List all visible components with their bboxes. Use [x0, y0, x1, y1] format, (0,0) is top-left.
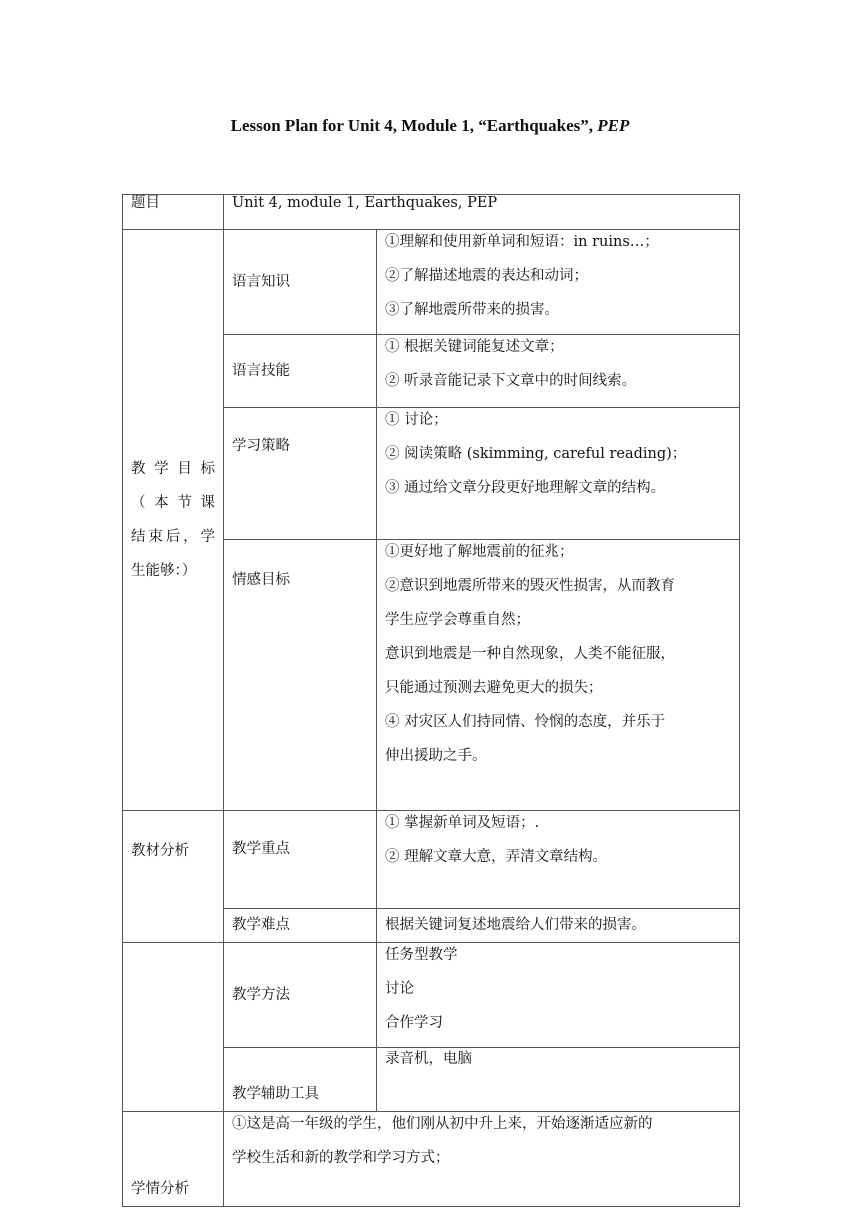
objective-label-emotion: 情感目标 [224, 540, 377, 811]
objective-line: ④ 对灾区人们持同情、怜悯的态度，并乐于 [385, 714, 666, 730]
material-row-key [123, 811, 740, 909]
topic-row [123, 195, 740, 230]
objective-content-skills [377, 335, 740, 408]
objectives-label-line: （本节课 [131, 495, 215, 511]
objectives-label [123, 230, 224, 811]
objective-line: ① 讨论； [385, 412, 448, 428]
key-point-line: ① 掌握新单词及短语；. [385, 815, 540, 831]
difficult-points-label: 教学难点 [224, 909, 377, 943]
objective-label-knowledge: 语言知识 [224, 230, 377, 335]
tools-label: 教学辅助工具 [224, 1048, 377, 1112]
key-point-line: ② 理解文章大意，弄清文章结构。 [385, 849, 608, 865]
objective-label-skills: 语言技能 [224, 335, 377, 408]
objective-line: ②了解描述地震的表达和动词； [385, 268, 588, 284]
students-row [123, 1112, 740, 1207]
objective-line: 只能通过预测去避免更大的损失； [385, 680, 603, 696]
objectives-label-line: 教学目标 [131, 461, 215, 477]
objective-content-knowledge [377, 230, 740, 335]
objective-line: ①更好地了解地震前的征兆； [385, 544, 574, 560]
tools-content: 录音机，电脑 [377, 1048, 740, 1112]
method-line: 合作学习 [385, 1015, 443, 1031]
objective-line: ② 阅读策略 (skimming, careful reading)； [385, 446, 687, 462]
students-content [224, 1112, 740, 1207]
difficult-points-content: 根据关键词复述地震给人们带来的损害。 [377, 909, 740, 943]
objective-row-knowledge [123, 230, 740, 335]
objectives-label-line: 结束后，学 [131, 529, 215, 545]
key-points-content [377, 811, 740, 909]
topic-label: 题目 [123, 195, 224, 230]
method-line: 讨论 [385, 981, 414, 997]
objective-line: ②意识到地震所带来的毁灭性损害，从而教育 [385, 578, 675, 594]
students-line: 学校生活和新的教学和学习方式； [232, 1150, 450, 1166]
method-line: 任务型教学 [385, 947, 458, 963]
objective-line: ② 听录音能记录下文章中的时间线索。 [385, 373, 637, 389]
lesson-plan-table [122, 194, 740, 1207]
title-italic: PEP [597, 116, 630, 135]
methods-content [377, 943, 740, 1048]
objective-line: 伸出援助之手。 [385, 748, 487, 764]
students-line: ①这是高一年级的学生，他们刚从初中升上来，开始逐渐适应新的 [232, 1116, 653, 1132]
key-points-label: 教学重点 [224, 811, 377, 909]
objective-line: ③了解地震所带来的损害。 [385, 302, 559, 318]
title-main: Lesson Plan for Unit 4, Module 1, “Earthquakes”, [230, 116, 598, 135]
objective-label-strategies: 学习策略 [224, 408, 377, 540]
objectives-label-line: 生能够：） [131, 563, 197, 579]
students-label: 学情分析 [123, 1112, 224, 1207]
objective-line: ① 根据关键词能复述文章； [385, 339, 564, 355]
objective-line: ③ 通过给文章分段更好地理解文章的结构。 [385, 480, 666, 496]
topic-value: Unit 4, module 1, Earthquakes, PEP [224, 195, 740, 230]
objective-line: 学生应学会尊重自然； [385, 612, 530, 628]
objective-content-emotion [377, 540, 740, 811]
page-title [0, 116, 860, 136]
methods-row [123, 943, 740, 1048]
methods-blank-cell [123, 943, 224, 1112]
objective-line: 意识到地震是一种自然现象，人类不能征服， [385, 646, 675, 662]
objective-content-strategies [377, 408, 740, 540]
objective-line: ①理解和使用新单词和短语：in ruins…； [385, 234, 659, 250]
methods-label: 教学方法 [224, 943, 377, 1048]
material-label: 教材分析 [123, 811, 224, 943]
